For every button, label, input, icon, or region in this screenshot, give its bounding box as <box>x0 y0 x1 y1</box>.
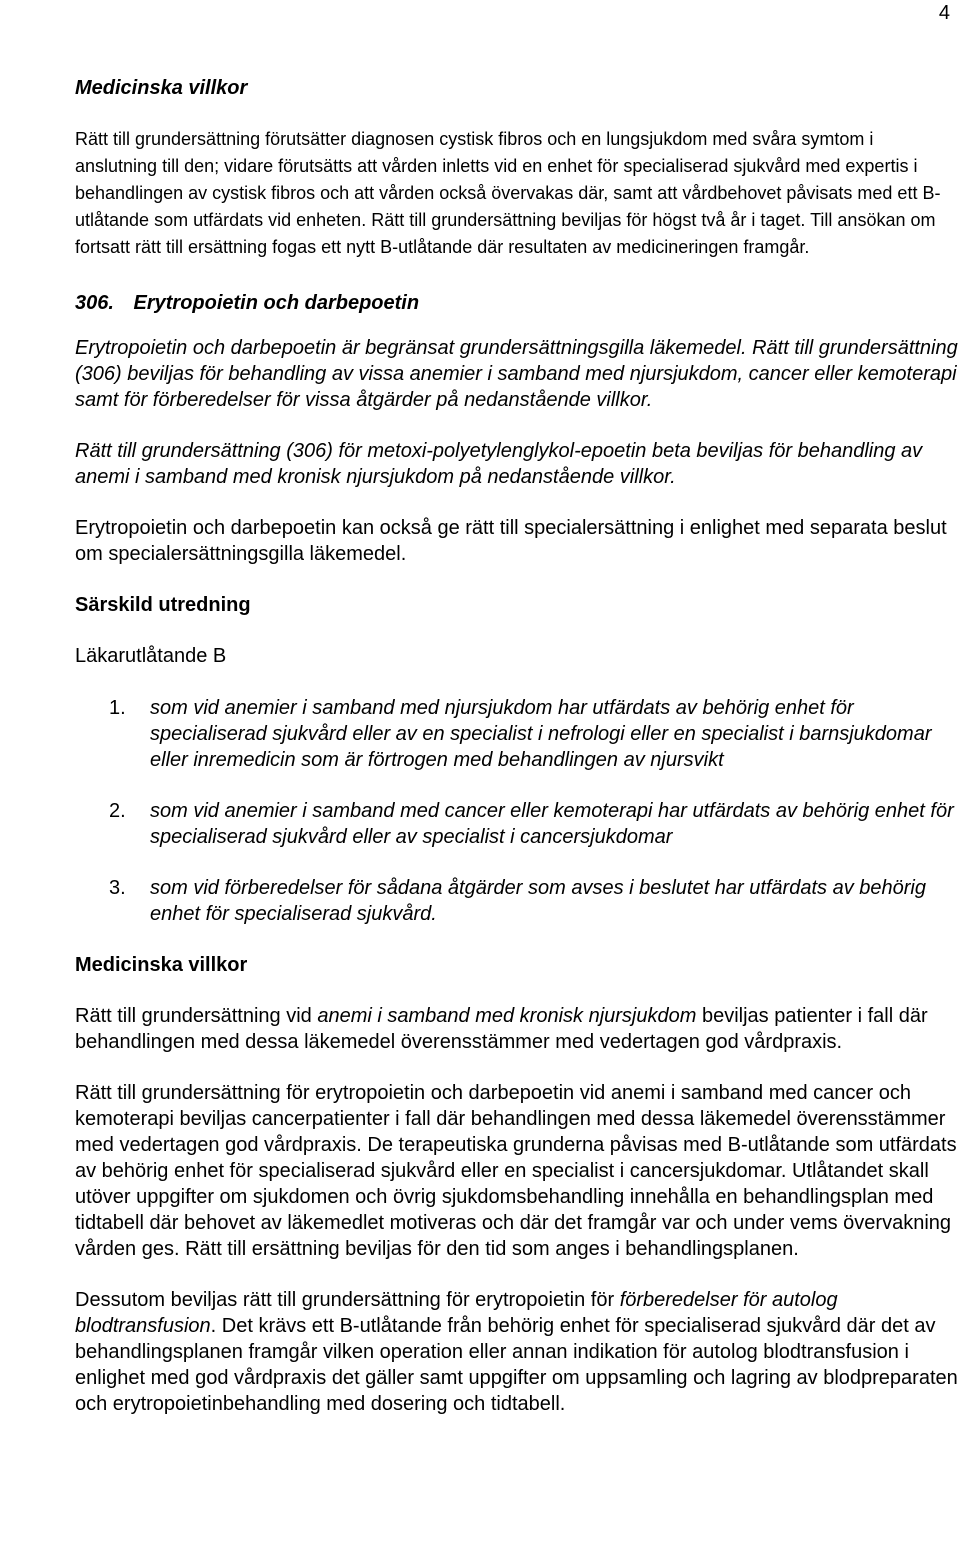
text-run-italic: förberedelser för autolog blodtransfusion <box>75 1289 838 1337</box>
text-run: Dessutom beviljas rätt till grundersättning för erytropoietin för <box>75 1289 620 1311</box>
list-item-number: 1. <box>109 697 126 719</box>
text-run: Rätt till grundersättning vid <box>75 1005 318 1027</box>
list-item-number: 2. <box>109 800 126 822</box>
requirement-list <box>75 695 960 927</box>
section-306-specialersattning: Erytropoietin och darbepoetin kan också ge rätt till specialersättning i enlighet med separata beslut om specialersättningsgilla läkemedel. <box>75 517 947 565</box>
sarskild-utredning-heading: Särskild utredning <box>75 594 251 616</box>
list-item <box>75 695 960 773</box>
section-number: 306. <box>75 292 114 314</box>
section-heading-medicinska-villkor-2: Medicinska villkor <box>75 954 248 976</box>
list-item-text: som vid förberedelser för sådana åtgärder som avses i beslutet har utfärdats av behörig enhet för specialiserad sjukvård. <box>150 877 926 925</box>
lakarutlatande-label: Läkarutlåtande B <box>75 645 227 667</box>
section-heading-medicinska-villkor: Medicinska villkor <box>75 77 248 99</box>
cancer-paragraph: Rätt till grundersättning för erytropoietin och darbepoetin vid anemi i samband med cancer och kemoterapi beviljas cancerpatienter i fall där behandlingen med dessa läkemedel överensstämmer med vedertagen god vårdpraxis. De terapeutiska grunderna påvisas med B-utlåtande som utfärdats av behörig enhet för specialiserad sjukvård eller en specialist i cancersjukdomar. Utlåtandet skall utöver uppgifter om sjukdomen och övrig sjukdomsbehandling innehålla en behandlingsplan med tidtabell där behovet av läkemedlet motiveras och där det framgår var och under vems övervakning vården ges. Rätt till ersättning beviljas för den tid som anges i behandlingsplanen. <box>75 1082 957 1260</box>
section-title: Erytropoietin och darbepoetin <box>133 292 420 314</box>
list-item-number: 3. <box>109 877 126 899</box>
text-run-italic: anemi i samband med kronisk njursjukdom <box>317 1005 697 1027</box>
section-306-intro: Erytropoietin och darbepoetin är begränsat grundersättningsgilla läkemedel. Rätt till grundersättning (306) beviljas för behandling av vissa anemier i samband med njursjukdom, cancer eller kemoterapi samt för förberedelser för vissa åtgärder på nedanstående villkor. <box>75 337 958 411</box>
list-item-text: som vid anemier i samband med njursjukdom har utfärdats av behörig enhet för specialiserad sjukvård eller av en specialist i nefrologi eller en specialist i barnsjukdomar eller inremedicin som är förtrogen med behandlingen av njursvikt <box>150 697 932 771</box>
section-306-heading <box>75 289 960 317</box>
list-item <box>75 798 960 850</box>
list-item <box>75 875 960 927</box>
list-item-text: som vid anemier i samband med cancer eller kemoterapi har utfärdats av behörig enhet för specialiserad sjukvård eller av specialist i cancersjukdomar <box>150 800 954 848</box>
text-run: beviljas patienter i fall där behandlingen med dessa läkemedel överensstämmer med vedertagen god vårdpraxis. <box>75 1005 928 1053</box>
section-306-mpg-epoetin: Rätt till grundersättning (306) för metoxi-polyetylenglykol-epoetin beta beviljas för behandling av anemi i samband med kronisk njursjukdom på nedanstående villkor. <box>75 440 923 488</box>
page-number: 4 <box>938 2 950 24</box>
autolog-paragraph <box>75 1287 960 1417</box>
text-run: . Det krävs ett B-utlåtande från behörig enhet för specialiserad sjukvård där det av behandlingsplanen framgår vilken operation eller annan indikation för autolog blodtransfusion i enlighet med god vårdpraxis det gäller samt uppgifter om uppsamling och lagring av blodpreparaten och erytropoietinbehandling med dosering och tidtabell. <box>75 1315 958 1415</box>
njursjukdom-paragraph <box>75 1003 960 1055</box>
cf-conditions-paragraph: Rätt till grundersättning förutsätter diagnosen cystisk fibros och en lungsjukdom med svåra symtom i anslutning till den; vidare förutsätts att vården inletts vid en enhet för specialiserad sjukvård med expertis i behandlingen av cystisk fibros och att vården också övervakas där, samt att vårdbehovet påvisats med ett B-utlåtande som utfärdats vid enheten. Rätt till grundersättning beviljas för högst två år i taget. Till ansökan om fortsatt rätt till ersättning fogas ett nytt B-utlåtande där resultaten av medicineringen framgår. <box>75 129 941 257</box>
document-body <box>75 74 960 1417</box>
